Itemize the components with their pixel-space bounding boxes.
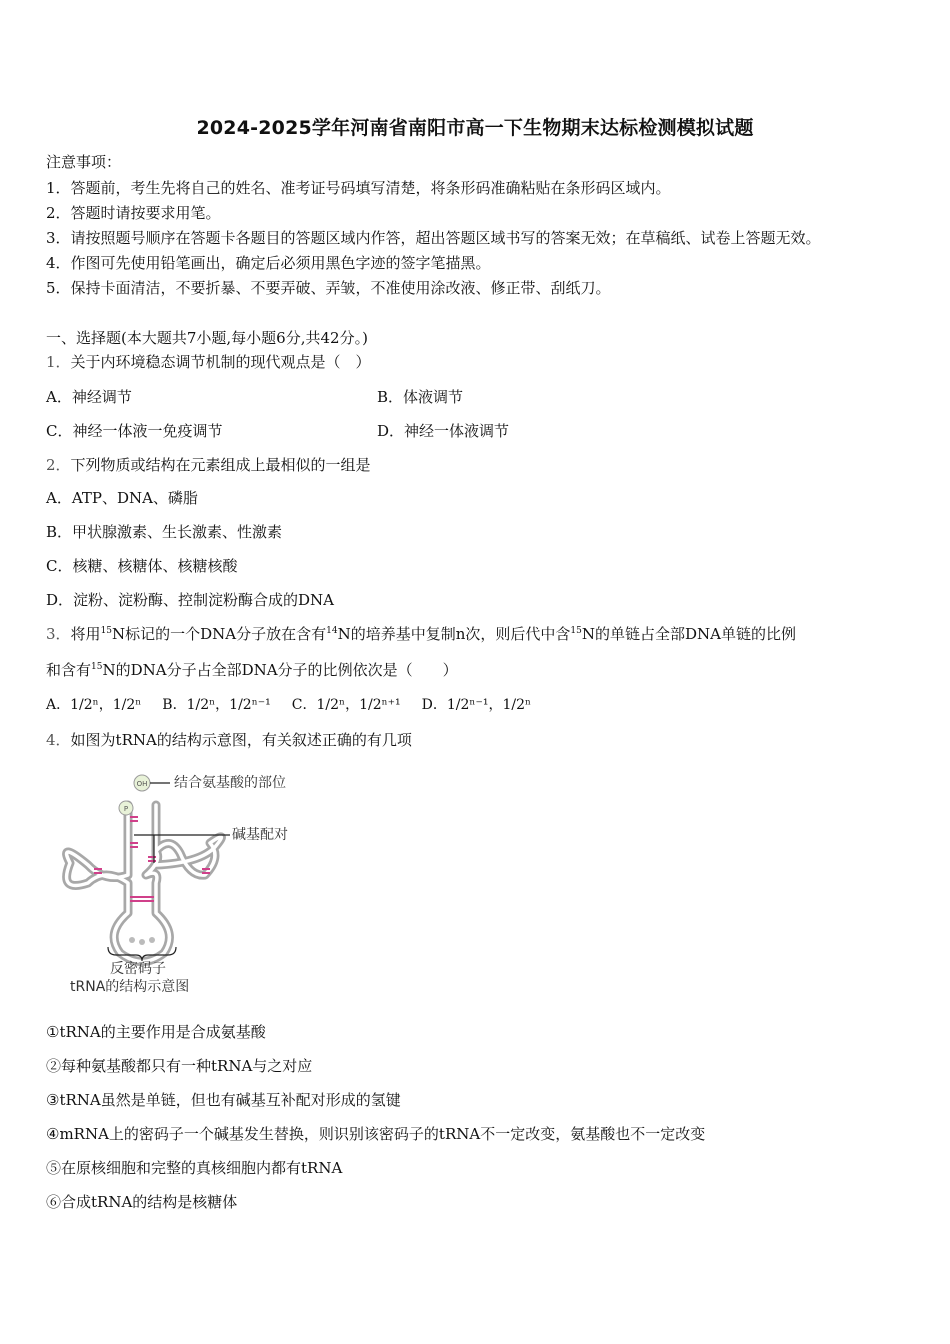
question-3-stem-line2: 和含有$^{15}$N的DNA分子占全部DNA分子的比例依次是（ ）: [46, 661, 458, 679]
label-amino-acid-site: 结合氨基酸的部位: [174, 775, 286, 791]
q4-statement: ③tRNA虽然是单链，但也有碱基互补配对形成的氢键: [46, 1091, 401, 1109]
anticodon-marks: [129, 937, 155, 945]
q4-statement: ⑤在原核细胞和完整的真核细胞内都有tRNA: [46, 1159, 343, 1177]
q4-statement: ⑥合成tRNA的结构是核糖体: [46, 1193, 238, 1211]
q4-statement: ①tRNA的主要作用是合成氨基酸: [46, 1023, 266, 1041]
q3-option-d: D．1/2ⁿ⁻¹，1/2ⁿ: [421, 697, 532, 713]
q2-option-a: A．ATP、DNA、磷脂: [46, 489, 198, 507]
page-title: 2024-2025学年河南省南阳市高一下生物期末达标检测模拟试题: [196, 117, 754, 139]
question-number: 1．: [46, 353, 71, 371]
q4-statement: ④mRNA上的密码子一个碱基发生替换，则识别该密码子的tRNA不一定改变，氨基酸也不一定改变: [46, 1125, 706, 1143]
notice-item: 3．请按照题号顺序在答题卡各题目的答题区域内作答，超出答题区域书写的答案无效；在草稿纸、试卷上答题无效。: [46, 229, 821, 247]
question-number: 2．: [46, 456, 71, 474]
q2-option-d: D．淀粉、淀粉酶、控制淀粉酶合成的DNA: [46, 591, 335, 609]
notice-item: 4．作图可先使用铅笔画出，确定后必须用黑色字迹的签字笔描黑。: [46, 254, 491, 272]
trna-structure-diagram: [50, 765, 310, 997]
q4-statement: ②每种氨基酸都只有一种tRNA与之对应: [46, 1057, 313, 1075]
label-anticodon: 反密码子: [110, 961, 166, 977]
question-2-stem: 2．下列物质或结构在元素组成上最相似的一组是: [46, 456, 371, 474]
q2-option-c: C．核糖、核糖体、核糖核酸: [46, 557, 238, 575]
diagram-caption: tRNA的结构示意图: [70, 979, 190, 995]
question-4-stem: 4．如图为tRNA的结构示意图，有关叙述正确的有几项: [46, 731, 412, 749]
q3-option-b: B．1/2ⁿ，1/2ⁿ⁻¹: [162, 697, 271, 713]
question-number: 3．: [46, 625, 71, 643]
label-base-pairing: 碱基配对: [232, 827, 288, 843]
question-number: 4．: [46, 731, 71, 749]
svg-text:P: P: [123, 805, 129, 813]
q1-option-b: B．体液调节: [377, 388, 464, 406]
notice-heading: 注意事项：: [46, 153, 122, 171]
q1-option-a: A．神经调节: [46, 388, 132, 406]
notice-item: 1．答题前，考生先将自己的姓名、准考证号码填写清楚，将条形码准确粘贴在条形码区域内。: [46, 179, 671, 197]
section-heading: 一、选择题(本大题共7小题,每小题6分,共42分。): [46, 329, 368, 347]
q3-option-a: A．1/2ⁿ，1/2ⁿ: [46, 697, 142, 713]
q2-option-b: B．甲状腺激素、生长激素、性激素: [46, 523, 283, 541]
question-3-stem: 3．将用$^{15}$N标记的一个DNA分子放在含有$^{14}$N的培养基中复制n次，则后代中含$^{15}$N的单链占全部DNA单链的比例: [46, 625, 796, 643]
svg-text:OH: OH: [136, 780, 148, 788]
q1-option-d: D．神经一体液调节: [377, 422, 510, 440]
q3-options: [46, 695, 531, 715]
question-1-stem: 1．关于内环境稳态调节机制的现代观点是（ ）: [46, 353, 371, 371]
notice-item: 5．保持卡面清洁，不要折暴、不要弄破、弄皱，不准使用涂改液、修正带、刮纸刀。: [46, 279, 611, 297]
q1-option-c: C．神经一体液一免疫调节: [46, 422, 223, 440]
notice-item: 2．答题时请按要求用笔。: [46, 204, 221, 222]
q3-option-c: C．1/2ⁿ，1/2ⁿ⁺¹: [291, 697, 401, 713]
